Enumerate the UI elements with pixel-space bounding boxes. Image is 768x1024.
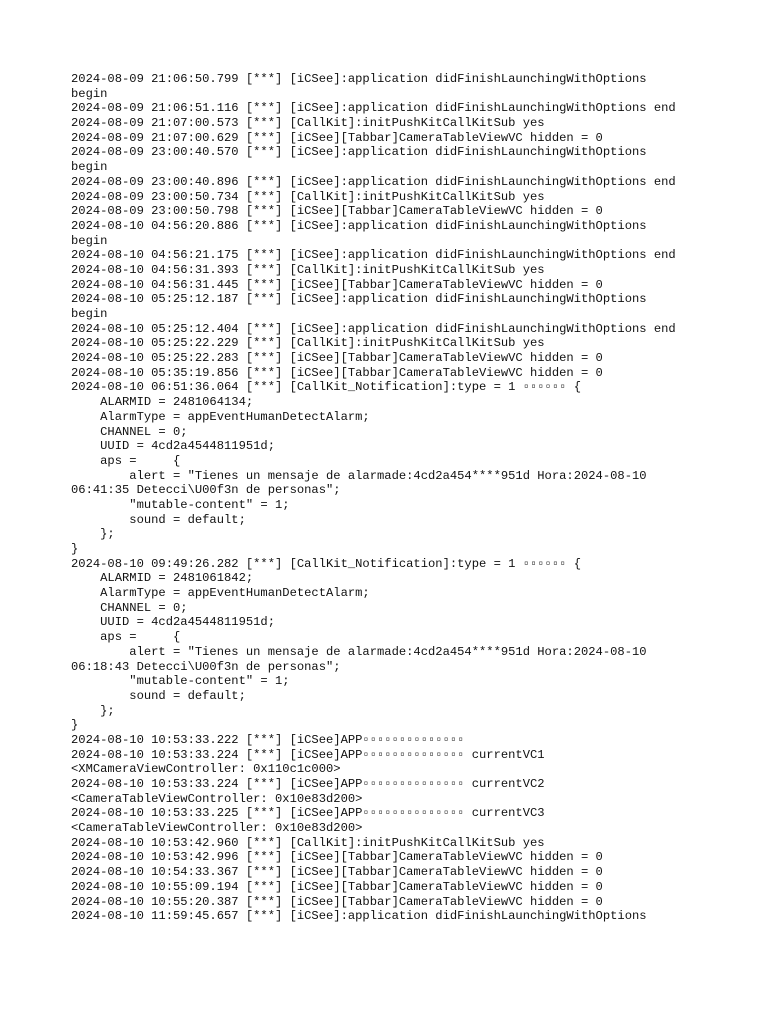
- log-line: 2024-08-10 10:53:33.224 [***] [iCSee]APP▫▫▫▫▫▫▫▫▫▫▫▫▫▫ currentVC2: [71, 777, 545, 791]
- log-line: begin: [71, 86, 108, 101]
- log-line: sound = default;: [71, 512, 246, 527]
- log-line: 06:41:35 Detecci\U00f3n de personas";: [71, 483, 341, 498]
- log-line: 2024-08-10 04:56:31.445 [***] [iCSee][Tabbar]CameraTableViewVC hidden = 0: [71, 277, 603, 292]
- log-line: 2024-08-10 04:56:20.886 [***] [iCSee]:application didFinishLaunchingWithOptions: [71, 218, 647, 233]
- log-line: 2024-08-10 05:25:12.187 [***] [iCSee]:application didFinishLaunchingWithOptions: [71, 292, 647, 307]
- log-line: 2024-08-09 23:00:50.798 [***] [iCSee][Tabbar]CameraTableViewVC hidden = 0: [71, 204, 603, 219]
- log-line: };: [71, 527, 115, 542]
- log-line: 2024-08-10 04:56:21.175 [***] [iCSee]:application didFinishLaunchingWithOptions end: [71, 248, 676, 263]
- log-line: 2024-08-10 10:53:42.960 [***] [CallKit]:initPushKitCallKitSub yes: [71, 835, 545, 850]
- log-line: 2024-08-09 23:00:40.570 [***] [iCSee]:application didFinishLaunchingWithOptions: [71, 145, 647, 160]
- log-line: 2024-08-10 05:35:19.856 [***] [iCSee][Tabbar]CameraTableViewVC hidden = 0: [71, 365, 603, 380]
- log-line: 2024-08-10 11:59:45.657 [***] [iCSee]:application didFinishLaunchingWithOptions: [71, 909, 647, 924]
- log-line: AlarmType = appEventHumanDetectAlarm;: [71, 409, 370, 424]
- log-line: 2024-08-10 10:53:33.222 [***] [iCSee]APP▫▫▫▫▫▫▫▫▫▫▫▫▫▫: [71, 732, 465, 747]
- log-line: aps = {: [71, 630, 181, 645]
- log-line: 2024-08-10 10:55:20.387 [***] [iCSee][Tabbar]CameraTableViewVC hidden = 0: [71, 894, 603, 909]
- log-line: 2024-08-09 21:07:00.573 [***] [CallKit]:initPushKitCallKitSub yes: [71, 116, 545, 131]
- log-line: alert = "Tienes un mensaje de alarmade:4cd2a454****951d Hora:2024-08-10: [71, 644, 647, 659]
- log-line: AlarmType = appEventHumanDetectAlarm;: [71, 586, 370, 601]
- log-line: 2024-08-10 10:54:33.367 [***] [iCSee][Tabbar]CameraTableViewVC hidden = 0: [71, 865, 603, 880]
- log-line: 06:18:43 Detecci\U00f3n de personas";: [71, 659, 341, 674]
- log-line: alert = "Tienes un mensaje de alarmade:4cd2a454****951d Hora:2024-08-10: [71, 468, 647, 483]
- log-line: };: [71, 703, 115, 718]
- log-line: "mutable-content" = 1;: [71, 674, 290, 689]
- log-line: 2024-08-09 21:07:00.629 [***] [iCSee][Tabbar]CameraTableViewVC hidden = 0: [71, 130, 603, 145]
- log-line: 2024-08-09 23:00:50.734 [***] [CallKit]:initPushKitCallKitSub yes: [71, 189, 545, 204]
- log-line: 2024-08-10 10:53:42.996 [***] [iCSee][Tabbar]CameraTableViewVC hidden = 0: [71, 850, 603, 865]
- log-line: 2024-08-10 10:53:33.225 [***] [iCSee]APP▫▫▫▫▫▫▫▫▫▫▫▫▫▫ currentVC3: [71, 806, 545, 821]
- log-line: <XMCameraViewController: 0x110c1c000>: [71, 762, 341, 777]
- log-line: <CameraTableViewController: 0x10e83d200>: [71, 821, 363, 836]
- log-line: 2024-08-10 04:56:31.393 [***] [CallKit]:initPushKitCallKitSub yes: [71, 262, 545, 277]
- log-line: 2024-08-10 05:25:22.283 [***] [iCSee][Tabbar]CameraTableViewVC hidden = 0: [71, 351, 603, 366]
- log-line: 2024-08-10 05:25:12.404 [***] [iCSee]:application didFinishLaunchingWithOptions end: [71, 321, 676, 336]
- log-line: 2024-08-10 05:25:22.229 [***] [CallKit]:initPushKitCallKitSub yes: [71, 336, 545, 351]
- log-line: UUID = 4cd2a4544811951d;: [71, 439, 275, 454]
- log-line: begin: [71, 160, 108, 175]
- log-document: [71, 72, 751, 924]
- log-line: CHANNEL = 0;: [71, 600, 188, 615]
- log-line: }: [71, 542, 79, 556]
- log-line: }: [71, 718, 79, 733]
- log-line: 2024-08-10 09:49:26.282 [***] [CallKit_Notification]:type = 1 ▫▫▫▫▫▫ {: [71, 556, 581, 571]
- log-line: 2024-08-09 21:06:51.116 [***] [iCSee]:application didFinishLaunchingWithOptions end: [71, 101, 676, 116]
- log-line: sound = default;: [71, 688, 246, 703]
- log-line: begin: [71, 307, 108, 321]
- log-line: "mutable-content" = 1;: [71, 497, 290, 512]
- log-line: 2024-08-09 21:06:50.799 [***] [iCSee]:application didFinishLaunchingWithOptions: [71, 72, 647, 86]
- log-line: begin: [71, 233, 108, 248]
- log-line: 2024-08-10 10:55:09.194 [***] [iCSee][Tabbar]CameraTableViewVC hidden = 0: [71, 879, 603, 894]
- log-line: 2024-08-10 10:53:33.224 [***] [iCSee]APP▫▫▫▫▫▫▫▫▫▫▫▫▫▫ currentVC1: [71, 747, 545, 762]
- log-line: ALARMID = 2481061842;: [71, 571, 254, 586]
- log-line: 2024-08-10 06:51:36.064 [***] [CallKit_Notification]:type = 1 ▫▫▫▫▫▫ {: [71, 380, 581, 395]
- log-line: UUID = 4cd2a4544811951d;: [71, 615, 275, 630]
- log-line: <CameraTableViewController: 0x10e83d200>: [71, 791, 363, 806]
- log-line: CHANNEL = 0;: [71, 424, 188, 439]
- log-line: aps = {: [71, 453, 181, 468]
- log-line: ALARMID = 2481064134;: [71, 395, 254, 410]
- log-line: 2024-08-09 23:00:40.896 [***] [iCSee]:application didFinishLaunchingWithOptions end: [71, 174, 676, 189]
